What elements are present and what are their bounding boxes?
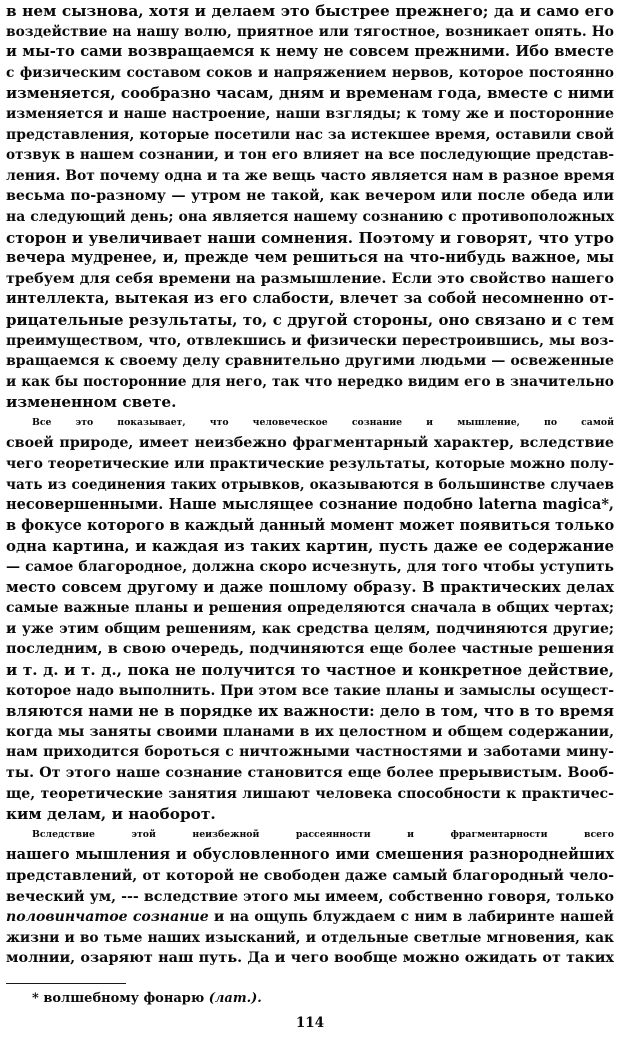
text-line: одна картина, и каждая из таких картин, пусть даже ее содержание — [6, 537, 614, 556]
paragraph-1 — [6, 1, 614, 413]
page-body — [6, 1, 614, 969]
text-line: измененном свете. — [6, 393, 177, 412]
text-line: с физическим составом соков и напряжением нервов, которое постоянно — [6, 64, 614, 81]
text-line: ким делам, и наоборот. — [6, 805, 216, 824]
text-line: Вследствие этой неизбежной рассеянности и фрагментарности всего — [32, 828, 614, 840]
text-line: — самое благородное, должна скоро исчезнуть, для того чтобы уступить — [6, 559, 614, 576]
text-line: когда мы заняты своими планами в их целостном и общем содержании, — [6, 723, 614, 740]
text-line: самые важные планы и решения определяются сначала в общих чертах; — [6, 600, 614, 617]
footnote-text: волшебному фонарю — [43, 991, 205, 1006]
text-line: несовершенными. Наше мыслящее сознание подобно laterna magica*, — [6, 496, 614, 514]
text-line: рицательные результаты, то, с другой стороны, оно связано и с тем — [6, 310, 614, 329]
paragraph-3 — [6, 825, 614, 969]
text-line: требуем для себя времени на размышление. Если это свойство нашего — [6, 269, 614, 287]
page-number: 114 — [295, 1015, 325, 1031]
text-line: и т. д. и т. д., пока не получится то частное и конкретное действие, — [6, 661, 614, 679]
text-line: чего теоретические или практические результаты, которые можно полу- — [6, 456, 614, 473]
text-line: чать из соединения таких отрывков, оказываются в большинстве случаев — [6, 476, 614, 493]
text-line: в нем сызнова, хотя и делаем это быстрее прежнего; да и само его — [6, 2, 614, 20]
text-line: представлений, от которой не свободен даже самый благородный чело- — [6, 867, 614, 884]
italic-line-rest: и на ощупь блуждаем с ним в лабиринте нашей — [208, 909, 615, 926]
text-line: сторон и увеличивает наши сомнения. Поэтому и говорят, что утро — [6, 228, 614, 247]
footnote-note: (лат.). — [208, 991, 262, 1006]
text-line: на следующий день; она является нашему сознанию с противоположных — [6, 208, 614, 225]
text-line: интеллекта, вытекая из его слабости, влечет за собой несомненно от- — [6, 290, 614, 308]
text-line: нам приходится бороться с ничтожными частностями и заботами мину- — [6, 744, 614, 761]
text-line: весьма по-разному — утром не такой, как вечером или после обеда или — [6, 188, 614, 205]
text-line: отзвук в нашем сознании, и тон его влияет на все последующие представ- — [6, 147, 614, 164]
text-line: жизни и во тьме наших изысканий, и отдельные светлые мгновения, как — [6, 929, 614, 946]
text-line: которое надо выполнить. При этом все такие планы и замыслы осущест- — [6, 682, 614, 699]
text-line — [6, 907, 614, 928]
text-line: молнии, озаряют наш путь. Да и чего вообще можно ожидать от таких — [6, 949, 614, 967]
text-line: Все это показывает, что человеческое сознание и мышление, по самой — [32, 416, 614, 428]
footnote-marker: * — [32, 991, 39, 1006]
text-line: и мы-то сами возвращаемся к нему не совсем прежними. Ибо вместе — [6, 43, 614, 61]
text-line: и как бы посторонние для него, так что нередко видим его в значительно — [6, 373, 614, 390]
paragraph-2 — [6, 413, 614, 825]
text-line: вечера мудренее, и, прежде чем решиться на что-нибудь важное, мы — [6, 249, 614, 267]
text-line: воздействие на нашу волю, приятное или тягостное, возникает опять. Но — [6, 23, 614, 40]
text-line: ще, теоретические занятия лишают человека способности к практичес- — [6, 785, 614, 802]
footnote — [32, 991, 262, 1006]
text-line: ты. От этого наше сознание становится еще более прерывистым. Вооб- — [6, 764, 614, 781]
text-line: последним, в свою очередь, подчиняются еще более частные решения — [6, 640, 614, 658]
text-line: в фокусе которого в каждый данный момент может появиться только — [6, 516, 615, 534]
text-line: ления. Вот почему одна и та же вещь часто является нам в разное время — [6, 167, 615, 184]
text-line: изменяется и наше настроение, наши взгляды; к тому же и посторонние — [6, 105, 614, 122]
italic-phrase: половинчатое сознание — [6, 909, 209, 926]
text-line: вращаемся к своему делу сравнительно другими людьми — освеженные — [6, 353, 614, 370]
text-line: веческий ум, --- вследствие этого мы имеем, собственно говоря, только — [6, 888, 614, 905]
text-line: преимуществом, что, отвлекшись и физически перестроившись, мы воз- — [6, 332, 614, 349]
text-line: своей природе, имеет неизбежно фрагментарный характер, вследствие — [6, 435, 614, 452]
text-line: вляются нами не в порядке их важности: дело в том, что в то время — [6, 702, 614, 721]
text-line: нашего мышления и обусловленного ими смешения разнороднейших — [6, 846, 614, 864]
text-line: и уже этим общим решениям, как средства целям, подчиняются другие; — [6, 620, 614, 637]
footnote-rule — [6, 983, 126, 984]
text-line: представления, которые посетили нас за истекшее время, оставили свой — [6, 126, 614, 143]
text-line: изменяется, сообразно часам, дням и временам года, вместе с ними — [6, 84, 614, 103]
text-line: место совсем другому и даже пошлому образу. В практических делах — [6, 578, 614, 596]
